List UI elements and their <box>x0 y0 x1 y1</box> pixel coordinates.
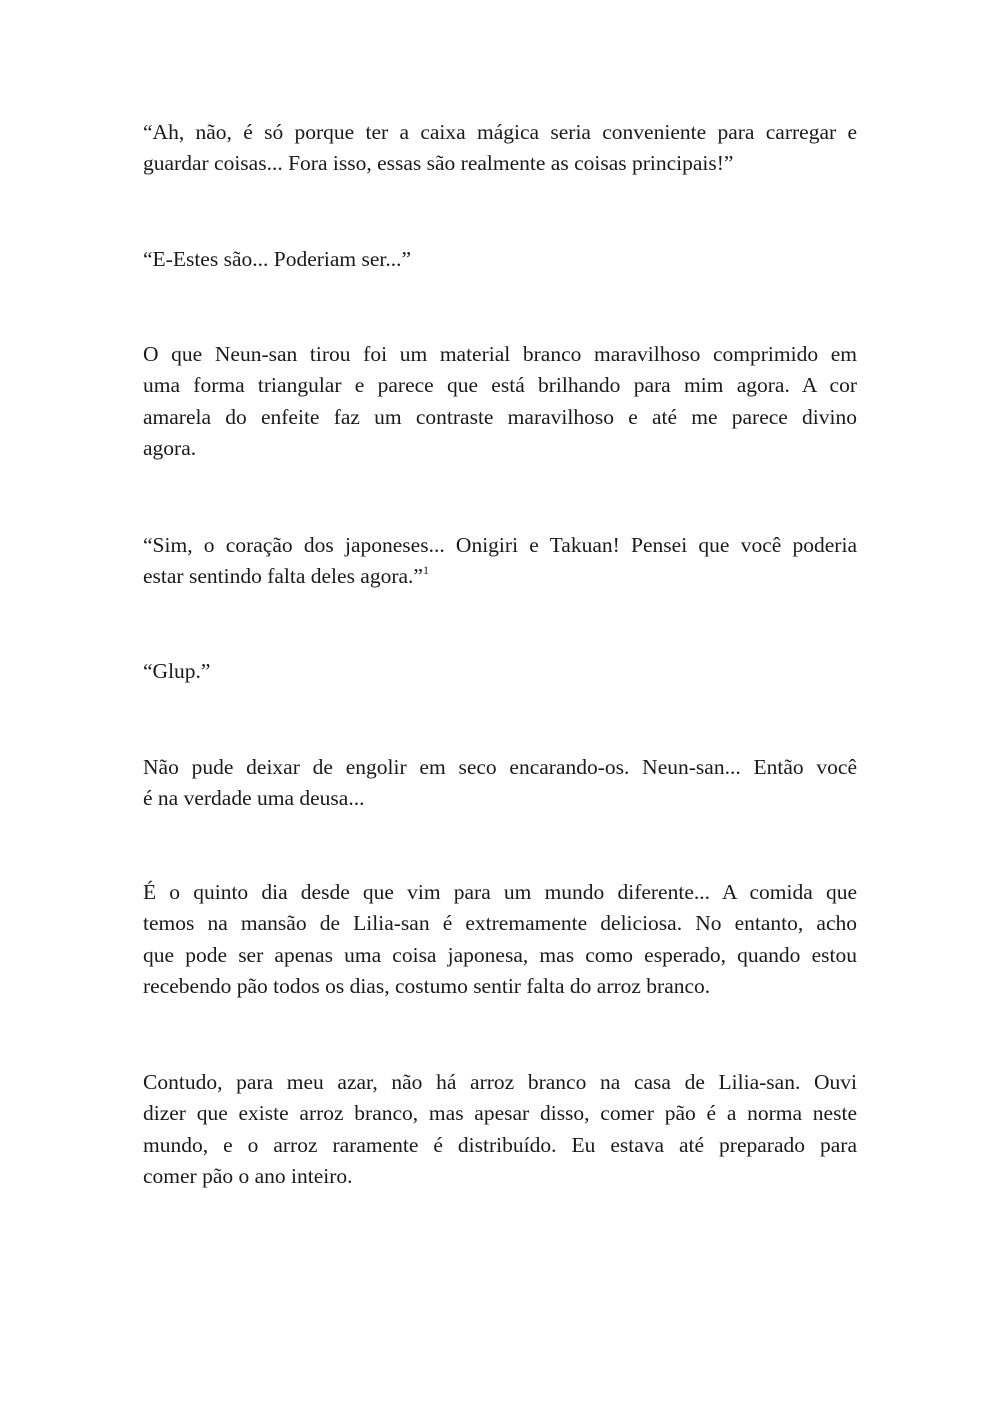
paragraph-3 <box>143 339 857 464</box>
paragraph-2-line-1: “E-Estes são... Poderiam ser...” <box>143 247 412 271</box>
paragraph-1-line-2: guardar coisas... Fora isso, essas são realmente as coisas principais!” <box>143 151 734 176</box>
paragraph-1 <box>143 117 857 180</box>
paragraph-4-line-1: “Sim, o coração dos japoneses... Onigiri e Takuan! Pensei que você poderia <box>143 533 857 557</box>
footnote-marker: 1 <box>422 563 429 578</box>
paragraph-5 <box>143 656 857 687</box>
paragraph-6-line-2: é na verdade uma deusa... <box>143 786 365 811</box>
paragraph-8-line-1: Contudo, para meu azar, não há arroz branco na casa de Lilia-san. Ouvi <box>143 1070 857 1094</box>
paragraph-8-line-3: mundo, e o arroz raramente é distribuído. Eu estava até preparado para <box>143 1132 857 1157</box>
paragraph-2 <box>143 244 857 275</box>
paragraph-1-line-1: “Ah, não, é só porque ter a caixa mágica seria conveniente para carregar e <box>143 120 857 144</box>
paragraph-8-line-4: comer pão o ano inteiro. <box>143 1163 353 1188</box>
paragraph-3-line-1: O que Neun-san tirou foi um material branco maravilhoso comprimido em <box>143 342 857 366</box>
paragraph-7 <box>143 877 857 1002</box>
paragraph-7-line-2: temos na mansão de Lilia-san é extremamente deliciosa. No entanto, acho <box>143 911 857 936</box>
paragraph-3-line-3: amarela do enfeite faz um contraste maravilhoso e até me parece divino <box>143 404 857 429</box>
paragraph-3-line-4: agora. <box>143 435 197 460</box>
paragraph-6 <box>143 752 857 815</box>
paragraph-7-line-1: É o quinto dia desde que vim para um mundo diferente... A comida que <box>143 880 857 904</box>
paragraph-7-line-4: recebendo pão todos os dias, costumo sentir falta do arroz branco. <box>143 973 711 998</box>
paragraph-8 <box>143 1067 857 1192</box>
paragraph-3-line-2: uma forma triangular e parece que está brilhando para mim agora. A cor <box>143 373 857 398</box>
paragraph-8-line-2: dizer que existe arroz branco, mas apesar disso, comer pão é a norma neste <box>143 1101 857 1126</box>
paragraph-6-line-1: Não pude deixar de engolir em seco encarando-os. Neun-san... Então você <box>143 755 857 779</box>
paragraph-4 <box>143 530 857 593</box>
paragraph-4-line-2-wrap <box>143 561 857 592</box>
paragraph-5-line-1: “Glup.” <box>143 659 211 683</box>
paragraph-7-line-3: que pode ser apenas uma coisa japonesa, mas como esperado, quando estou <box>143 942 857 967</box>
paragraph-4-line-2: estar sentindo falta deles agora.” <box>143 564 423 589</box>
